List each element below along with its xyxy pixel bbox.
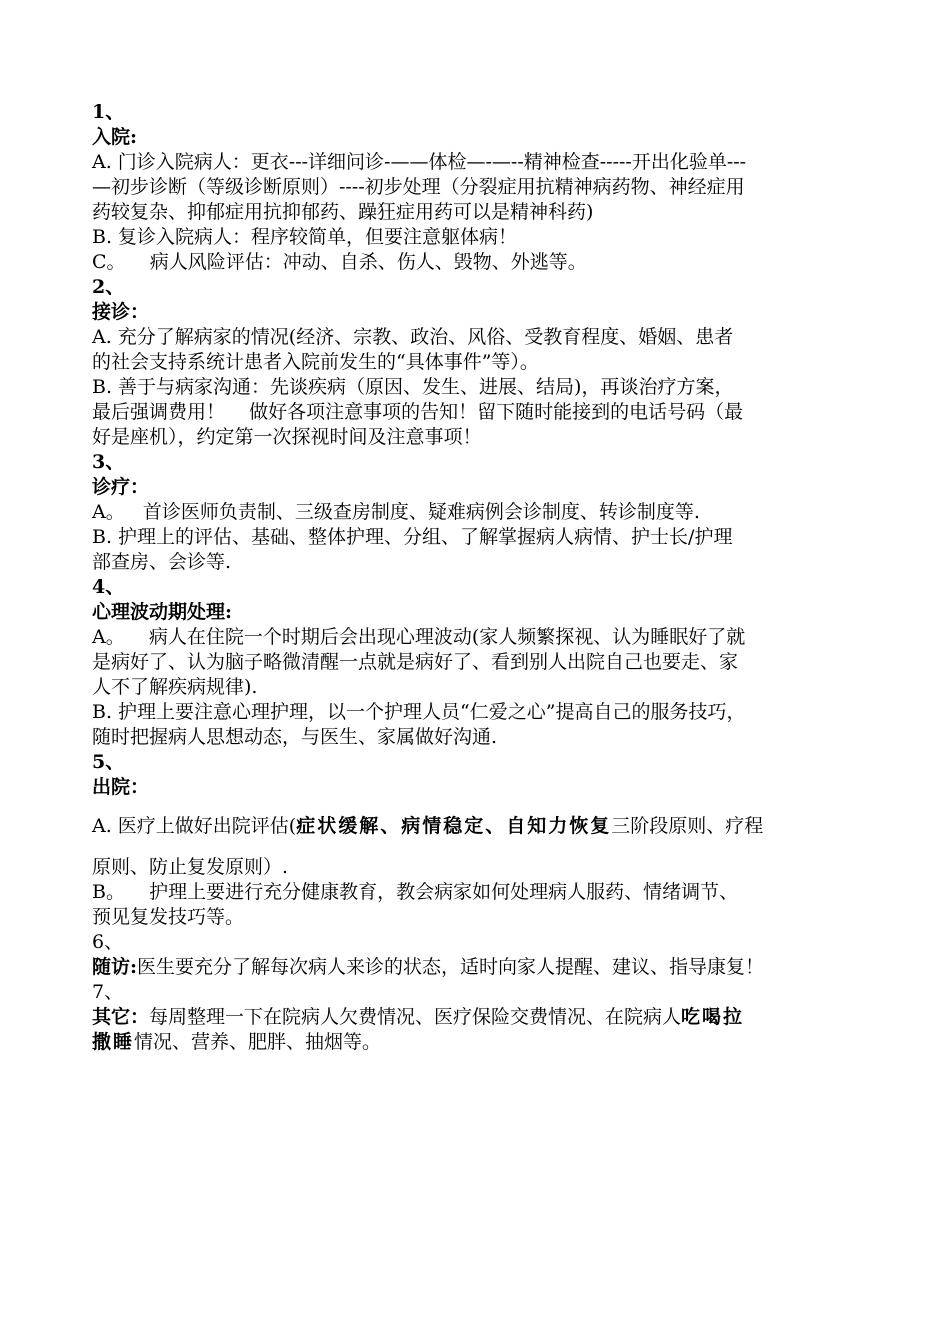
section-1-line: B. 复诊入院病人：程序较简单，但要注意躯体病！	[92, 226, 518, 248]
section-1-line: A. 门诊入院病人：更衣---详细问诊-——体检—-—--精神检查-----开出化验单---	[92, 151, 747, 173]
section-7-line	[92, 1005, 864, 1030]
section-3-line-a-suffix: .	[693, 501, 700, 523]
section-5-line-a-emphasis: 症状缓解、病情稳定、自知力恢复	[296, 815, 612, 837]
section-3-line-a-prefix: A。	[92, 501, 143, 523]
section-5-line-a-suffix: 三阶段原则、疗程	[611, 815, 764, 837]
section-2-line: 最后强调费用！ 做好各项注意事项的告知！留下随时能接到的电话号码（最	[92, 401, 744, 423]
section-2-line: B. 善于与病家沟通：先谈疾病（原因、发生、进展、结局)，再谈治疗方案，	[92, 376, 734, 398]
section-7-heading: 其它：	[92, 1006, 150, 1028]
section-6-number: 6、	[92, 931, 124, 953]
section-6-heading: 随访:	[92, 956, 138, 978]
section-1-heading: 入院:	[92, 126, 138, 148]
section-5-line: 原则、防止复发原则）.	[92, 856, 289, 878]
section-5-line-a-prefix: A. 医疗上做好出院评估(	[92, 815, 297, 837]
section-1-line: C。 病人风险评估：冲动、自杀、伤人、毁物、外逃等。	[92, 251, 587, 273]
section-7-line-2-emphasis: 撒睡	[92, 1031, 135, 1053]
section-3-line: B. 护理上的评估、基础、整体护理、分组、了解掌握病人病情、护士长/护理	[92, 526, 733, 548]
section-7-line-2	[92, 1030, 864, 1055]
section-2-heading: 接诊：	[92, 301, 150, 323]
section-5-line: B。 护理上要进行充分健康教育，教会病家如何处理病人服药、情绪调节、	[92, 881, 739, 903]
section-7-line-2-text: 情况、营养、肥胖、抽烟等。	[134, 1031, 382, 1053]
section-5-number: 5、	[92, 751, 125, 773]
section-4-number: 4、	[92, 576, 125, 598]
section-4-line: B. 护理上要注意心理护理，以一个护理人员“仁爱之心”提高自己的服务技巧，	[92, 701, 746, 723]
section-5-heading: 出院：	[92, 776, 150, 798]
section-2-number: 2、	[92, 276, 125, 298]
section-3-line-a-bold: 首诊医师负责制、三级查房制度、疑难病例会诊制度、转诊制度等	[142, 501, 694, 523]
section-5-line: 预见复发技巧等。	[92, 906, 245, 928]
section-4-line: A。 病人在住院一个时期后会出现心理波动(家人频繁探视、认为睡眠好了就	[92, 626, 746, 648]
section-6-line	[92, 955, 864, 980]
section-2-line: 的社会支持系统计患者入院前发生的“具体事件”等）。	[92, 351, 539, 373]
section-3-line: 部查房、会诊等.	[92, 551, 232, 573]
section-2-line: A. 充分了解病家的情况(经济、宗教、政治、风俗、受教育程度、婚姻、患者	[92, 326, 734, 348]
section-7-text: 每周整理一下在院病人欠费情况、医疗保险交费情况、在院病人	[149, 1006, 682, 1028]
section-1-line: 药较复杂、抑郁症用抗抑郁药、躁狂症用药可以是精神科药)	[92, 201, 594, 223]
section-3-number: 3、	[92, 451, 125, 473]
section-4-line: 是病好了、认为脑子略微清醒一点就是病好了、看到别人出院自己也要走、家	[92, 651, 739, 673]
section-7-number: 7、	[92, 981, 124, 1003]
section-7-text-emphasis: 吃喝拉	[681, 1006, 745, 1028]
document-page	[92, 100, 864, 1055]
section-1-number: 1、	[92, 101, 125, 123]
section-6-text: 医生要充分了解每次病人来诊的状态，适时向家人提醒、建议、指导康复！	[137, 956, 765, 978]
section-4-heading: 心理波动期处理:	[92, 601, 233, 623]
section-3-line-a	[92, 500, 864, 525]
section-1-line: —初步诊断（等级诊断原则）----初步处理（分裂症用抗精神病药物、神经症用	[92, 176, 745, 198]
section-4-line: 随时把握病人思想动态，与医生、家属做好沟通.	[92, 726, 498, 748]
section-2-line: 好是座机），约定第一次探视时间及注意事项！	[92, 426, 482, 448]
section-5-line-a	[92, 814, 864, 839]
section-3-heading: 诊疗：	[92, 476, 150, 498]
section-4-line: 人不了解疾病规律).	[92, 676, 258, 698]
